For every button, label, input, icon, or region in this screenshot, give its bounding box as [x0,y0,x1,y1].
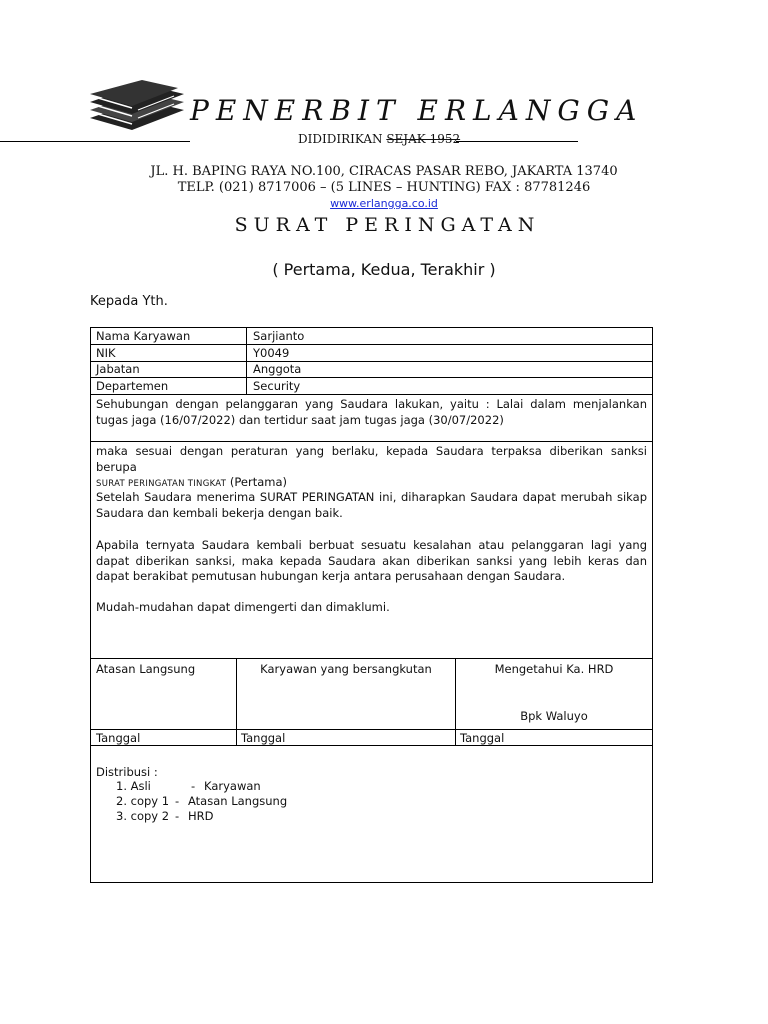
sanction-line: maka sesuai dengan peraturan yang berlaku, kepada Saudara terpaksa diberikan sanksi berupa [96,444,647,474]
founded-prefix: DIDIDIRIKAN [298,132,387,146]
signature-supervisor-label: Atasan Langsung [96,662,196,676]
sanction-level: (Pertama) [226,475,288,489]
date-label-employee: Tanggal [241,731,286,745]
sanction-paragraph [96,444,647,493]
distribution-item-dash: - [175,809,180,823]
distribution-item-recipient: Atasan Langsung [188,794,288,808]
distribution-title: Distribusi : [96,765,158,779]
signature-hrd-name: Bpk Waluyo [520,709,588,723]
company-website-link[interactable] [0,197,768,210]
employee-value: Security [253,379,301,393]
paragraph-closing: Mudah-mudahan dapat dimengerti dan dimaklumi. [96,600,390,614]
distribution-item-dash: - [175,794,180,808]
website-text[interactable]: www.erlangga.co.id [330,197,438,210]
company-name: PENERBIT ERLANGGA [190,94,644,127]
distribution-item-number: 2. copy 1 [116,794,170,808]
date-label-supervisor: Tanggal [96,731,141,745]
header-rule-right [456,141,578,142]
salutation: Kepada Yth. [90,294,168,309]
distribution-item-dash: - [191,779,196,793]
employee-label: NIK [96,346,116,360]
books-stack-icon [88,80,184,132]
signature-employee-label: Karyawan yang bersangkutan [260,662,432,676]
founded-line [298,132,460,146]
document-title: SURAT PERINGATAN [234,214,541,236]
paragraph-expectation: Setelah Saudara menerima SURAT PERINGATAN ini, diharapkan Saudara dapat merubah sikap Saudara dan kembali bekerja dengan baik. [96,490,647,520]
document-subtitle: ( Pertama, Kedua, Terakhir ) [272,260,496,279]
distribution-item-recipient: HRD [188,809,214,823]
employee-label: Jabatan [96,362,140,376]
distribution-item-recipient: Karyawan [204,779,261,793]
sanction-caps: SURAT PERINGATAN TINGKAT [96,479,227,489]
signature-frame [90,658,653,746]
header-rule-left [0,141,190,142]
date-label-hrd: Tanggal [460,731,505,745]
company-phone: TELP. (021) 8717006 – (5 LINES – HUNTING) FAX : 87781246 [177,180,591,195]
employee-value: Y0049 [253,346,290,360]
employee-value: Anggota [253,362,302,376]
employee-label: Nama Karyawan [96,329,191,343]
employee-label: Departemen [96,379,169,393]
distribution-item-number: 3. copy 2 [116,809,170,823]
distribution-item-number: 1. Asli [116,779,151,793]
letter-body-frame [90,327,653,659]
company-address: JL. H. BAPING RAYA NO.100, CIRACAS PASAR REBO, JAKARTA 13740 [150,164,618,179]
signature-hrd-label: Mengetahui Ka. HRD [494,662,614,676]
employee-value: Sarjianto [253,329,305,343]
founded-year: SEJAK 1952 [386,132,461,146]
distribution-frame [90,745,653,883]
paragraph-warning: Apabila ternyata Saudara kembali berbuat sesuatu kesalahan atau pelanggaran lagi yang dapat diberikan sanksi, maka kepada Saudara akan diberikan sanksi yang lebih keras dan dapat berakibat pemutusan hubungan kerja antara perusahaan dengan Saudara. [96,538,647,583]
violation-text: Sehubungan dengan pelanggaran yang Saudara lakukan, yaitu : Lalai dalam menjalankan tugas jaga (16/07/2022) dan tertidur saat jam tugas jaga (30/07/2022) [96,397,647,427]
